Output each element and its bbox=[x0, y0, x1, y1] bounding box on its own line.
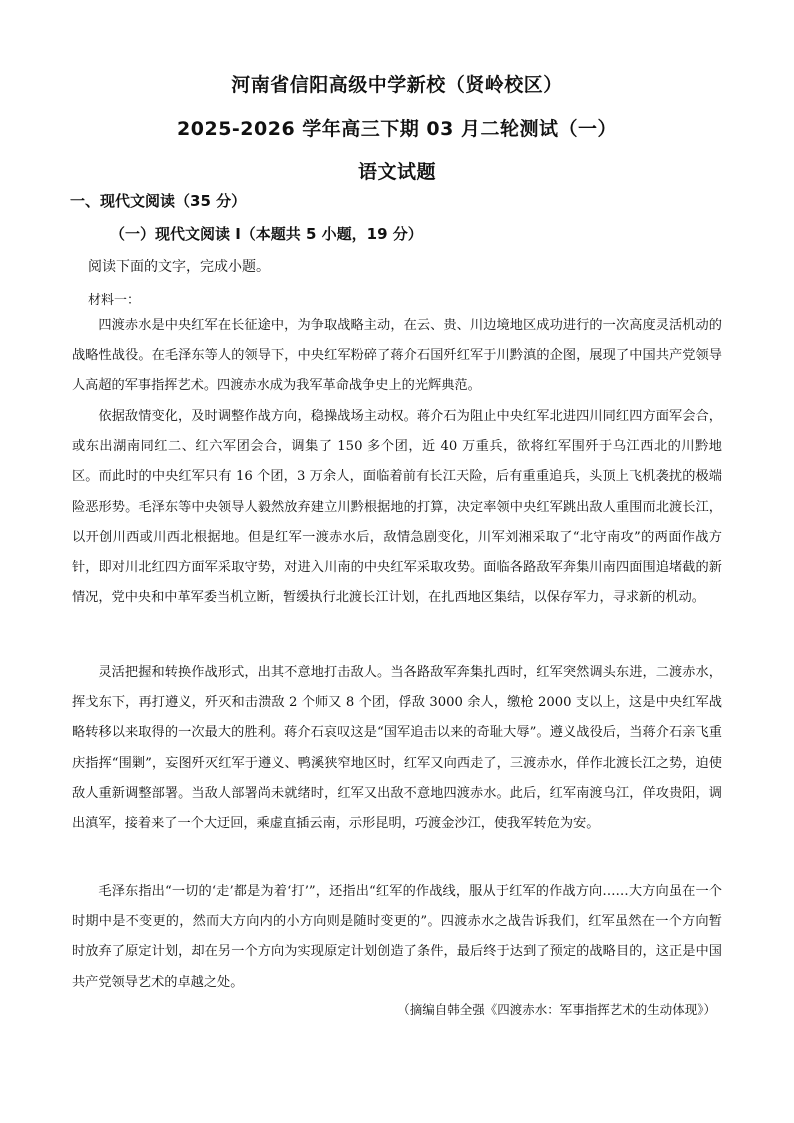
subject-title: 语文试题 bbox=[357, 161, 436, 183]
passage-paragraph-4: 毛泽东指出“一切的‘走’都是为着‘打’”，还指出“红军的作战线，服从于红军的作战方向……大方向虽在一个时期中是不变更的，然而大方向内的小方向则是随时变更的”。四渡赤水之战告诉我们，红军虽然在一个方向暂时放弃了原定计划，却在另一个方向为实现原定计划创造了条件，最后终于达到了预定的战略目的，这正是中国共产党领导艺术的卓越之处。 bbox=[72, 884, 722, 990]
subsection-heading: （一）现代文阅读 I（本题共 5 小题，19 分） bbox=[110, 225, 423, 243]
passage-source: （摘编自韩全强《四渡赤水：军事指挥艺术的生动体现》） bbox=[397, 1002, 716, 1017]
exam-title: 2025-2026 学年高三下期 03 月二轮测试（一） bbox=[177, 118, 617, 140]
passage-paragraph-1: 四渡赤水是中央红军在长征途中，为争取战略主动，在云、贵、川边境地区成功进行的一次高度灵活机动的战略性战役。在毛泽东等人的领导下，中央红军粉碎了蒋介石国歼红军于川黔滇的企图，展现了中国共产党领导人高超的军事指挥艺术。四渡赤水成为我军革命战争史上的光辉典范。 bbox=[72, 318, 722, 394]
passage-paragraph-2: 依据敌情变化，及时调整作战方向，稳操战场主动权。蒋介石为阻止中央红军北进四川同红四方面军会合，或东出湖南同红二、红六军团会合，调集了 150 多个团，近 40 万重兵，欲将红军围歼于乌江西北的川黔地区。而此时的中央红军只有 16 个团，3 万余人，面临着前有长江天险，后有重重追兵，头顶上飞机袭扰的极端险恶形势。毛泽东等中央领导人毅然放弃建立川黔根据地的打算，决定率领中央红军跳出敌人重围而北渡长江，以开创川西或川西北根据地。但是红军一渡赤水后，敌情急剧变化，川军刘湘采取了“北守南攻”的两面作战方针，即对川北红四方面军采取守势，对进入川南的中央红军采取攻势。面临各路敌军奔集川南四面围追堵截的新情况，党中央和中革军委当机立断，暂缓执行北渡长江计划，在扎西地区集结，以保存军力，寻求新的机动。 bbox=[72, 409, 722, 606]
material-label: 材料一： bbox=[88, 293, 141, 308]
reading-instruction: 阅读下面的文字，完成小题。 bbox=[88, 259, 270, 275]
section-heading: 一、现代文阅读（35 分） bbox=[70, 192, 247, 210]
passage-paragraph-3: 灵活把握和转换作战形式，出其不意地打击敌人。当各路敌军奔集扎西时，红军突然调头东进，二渡赤水，挥戈东下，再打遵义，歼灭和击溃敌 2 个师又 8 个团，俘敌 3000 余人，缴枪 2000 支以上，这是中央红军战略转移以来取得的一次最大的胜利。蒋介石哀叹这是“国军追击以来的奇耻大辱”。遵义战役后，当蒋介石亲飞重庆指挥“围剿”，妄图歼灭红军于遵义、鸭溪狭窄地区时，红军又向西走了，三渡赤水，佯作北渡长江之势，迫使敌人重新调整部署。当敌人部署尚未就绪时，红军又出敌不意地四渡赤水。此后，红军南渡乌江，佯攻贵阳，调出滇军，接着来了一个大迂回，乘虚直插云南，示形昆明，巧渡金沙江，使我军转危为安。 bbox=[72, 665, 722, 832]
school-title: 河南省信阳高级中学新校（贤岭校区） bbox=[231, 74, 563, 96]
